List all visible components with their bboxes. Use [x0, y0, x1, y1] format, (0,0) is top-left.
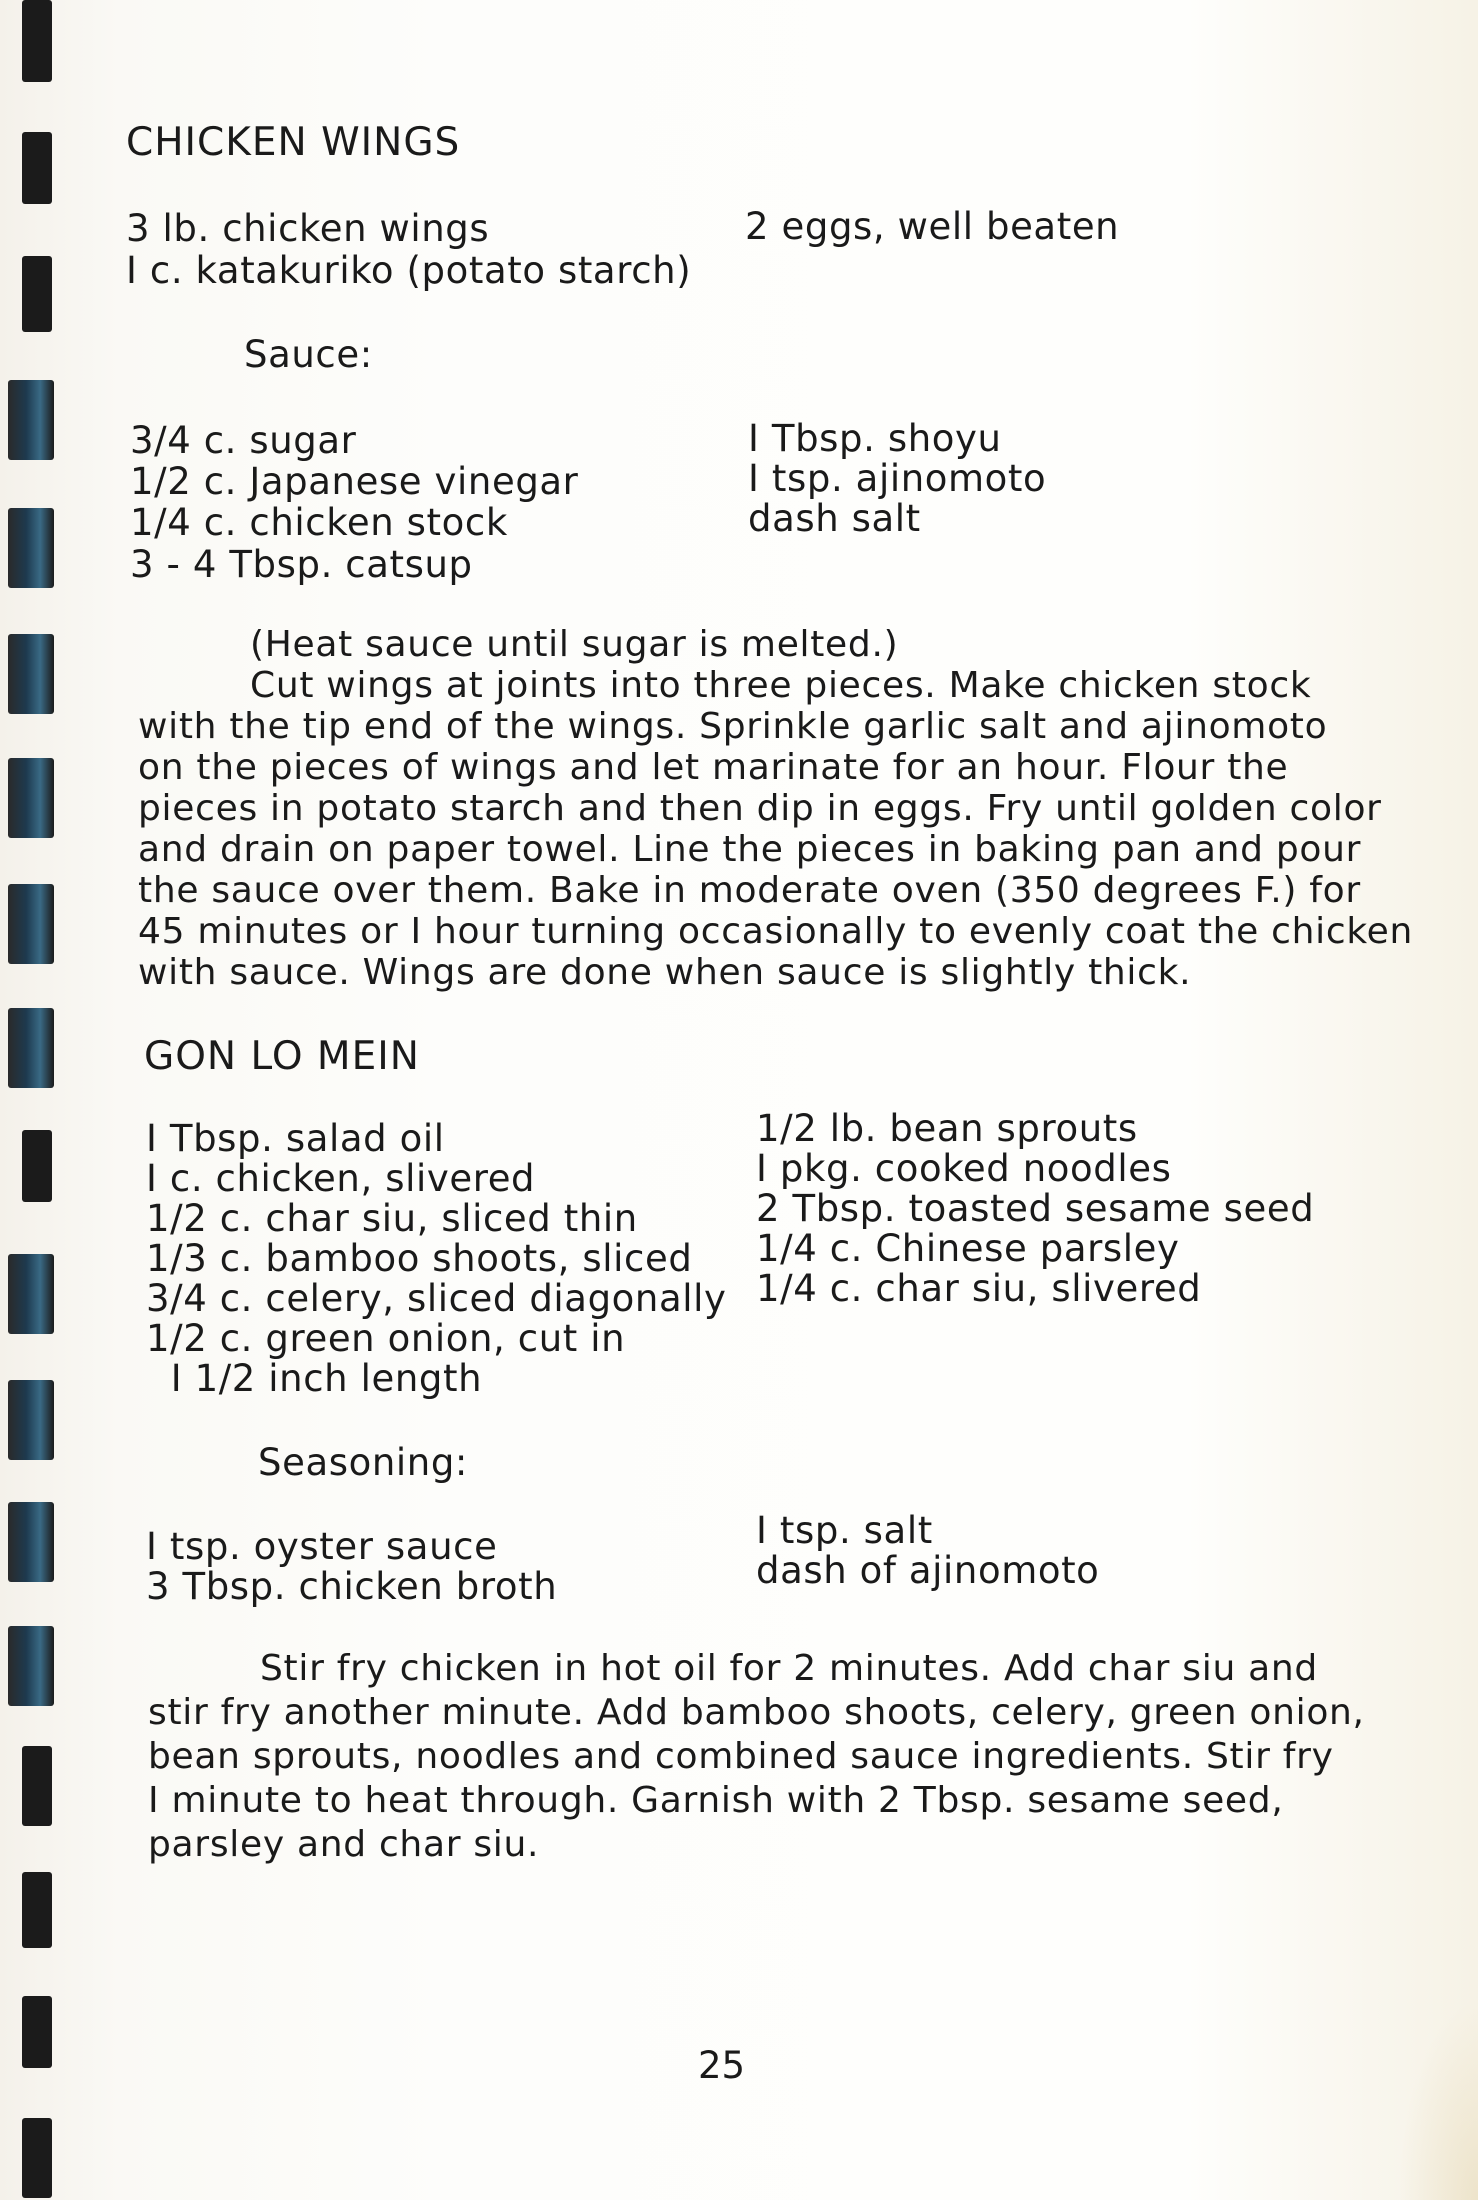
binding-ring — [22, 1130, 52, 1202]
spiral-binding — [0, 0, 70, 2200]
recipe-title: CHICKEN WINGS — [126, 120, 461, 165]
binding-ring — [22, 2118, 52, 2198]
sauce-ingredient: I tsp. ajinomoto — [748, 457, 1047, 500]
binding-ring — [8, 508, 54, 588]
directions-line: Stir fry chicken in hot oil for 2 minutes. Add char siu and — [260, 1648, 1318, 1689]
sauce-ingredient: 3/4 c. sugar — [130, 419, 357, 462]
sauce-ingredient: dash salt — [748, 497, 921, 540]
directions-line: Cut wings at joints into three pieces. Make chicken stock — [250, 665, 1312, 706]
ingredient: 1/4 c. Chinese parsley — [756, 1227, 1180, 1270]
binding-ring — [8, 1008, 54, 1088]
directions-line: and drain on paper towel. Line the pieces in baking pan and pour — [138, 829, 1362, 870]
directions-line: pieces in potato starch and then dip in eggs. Fry until golden color — [138, 788, 1382, 829]
binding-ring — [8, 380, 54, 460]
sauce-ingredient: 1/2 c. Japanese vinegar — [130, 460, 579, 503]
ingredient: I c. chicken, slivered — [146, 1157, 536, 1200]
binding-ring — [22, 132, 52, 204]
directions-line: I minute to heat through. Garnish with 2 Tbsp. sesame seed, — [148, 1780, 1284, 1821]
directions-line: 45 minutes or I hour turning occasionally to evenly coat the chicken — [138, 911, 1414, 952]
binding-ring — [22, 1872, 52, 1948]
binding-ring — [22, 256, 52, 332]
sauce-ingredient: 3 - 4 Tbsp. catsup — [130, 543, 473, 586]
seasoning-ingredient: I tsp. salt — [756, 1509, 933, 1552]
binding-ring — [22, 0, 52, 82]
binding-ring — [8, 1254, 54, 1334]
binding-ring — [8, 634, 54, 714]
binding-ring — [8, 1380, 54, 1460]
ingredient: I pkg. cooked noodles — [756, 1147, 1172, 1190]
ingredient: I c. katakuriko (potato starch) — [126, 249, 692, 292]
seasoning-ingredient: 3 Tbsp. chicken broth — [146, 1565, 558, 1608]
ingredient: 3/4 c. celery, sliced diagonally — [146, 1277, 727, 1320]
directions-line: with sauce. Wings are done when sauce is slightly thick. — [138, 952, 1192, 993]
ingredient: 1/2 c. green onion, cut in — [146, 1317, 626, 1360]
recipe-title: GON LO MEIN — [144, 1034, 420, 1079]
ingredient: 1/2 lb. bean sprouts — [756, 1107, 1138, 1150]
directions-line: with the tip end of the wings. Sprinkle garlic salt and ajinomoto — [138, 706, 1328, 747]
ingredient: 1/3 c. bamboo shoots, sliced — [146, 1237, 693, 1280]
binding-ring — [8, 1502, 54, 1582]
seasoning-ingredient: I tsp. oyster sauce — [146, 1525, 498, 1568]
directions-line: bean sprouts, noodles and combined sauce ingredients. Stir fry — [148, 1736, 1334, 1777]
ingredient: 2 Tbsp. toasted sesame seed — [756, 1187, 1315, 1230]
seasoning-label: Seasoning: — [258, 1441, 468, 1484]
ingredient: 3 lb. chicken wings — [126, 207, 490, 250]
directions-line: (Heat sauce until sugar is melted.) — [250, 624, 899, 665]
binding-ring — [22, 1746, 52, 1826]
ingredient: 2 eggs, well beaten — [745, 205, 1120, 248]
sauce-ingredient: I Tbsp. shoyu — [748, 417, 1002, 460]
ingredient: I Tbsp. salad oil — [146, 1117, 445, 1160]
directions-line: stir fry another minute. Add bamboo shoots, celery, green onion, — [148, 1692, 1365, 1733]
directions-line: parsley and char siu. — [148, 1824, 540, 1865]
directions-line: the sauce over them. Bake in moderate oven (350 degrees F.) for — [138, 870, 1361, 911]
directions-line: on the pieces of wings and let marinate for an hour. Flour the — [138, 747, 1289, 788]
sauce-ingredient: 1/4 c. chicken stock — [130, 501, 508, 544]
page-number: 25 — [698, 2044, 746, 2087]
binding-ring — [8, 758, 54, 838]
seasoning-ingredient: dash of ajinomoto — [756, 1549, 1100, 1592]
ingredient: I 1/2 inch length — [146, 1357, 483, 1400]
sauce-label: Sauce: — [244, 333, 373, 376]
binding-ring — [8, 1626, 54, 1706]
ingredient: 1/2 c. char siu, sliced thin — [146, 1197, 638, 1240]
ingredient: 1/4 c. char siu, slivered — [756, 1267, 1202, 1310]
binding-ring — [22, 1996, 52, 2068]
binding-ring — [8, 884, 54, 964]
